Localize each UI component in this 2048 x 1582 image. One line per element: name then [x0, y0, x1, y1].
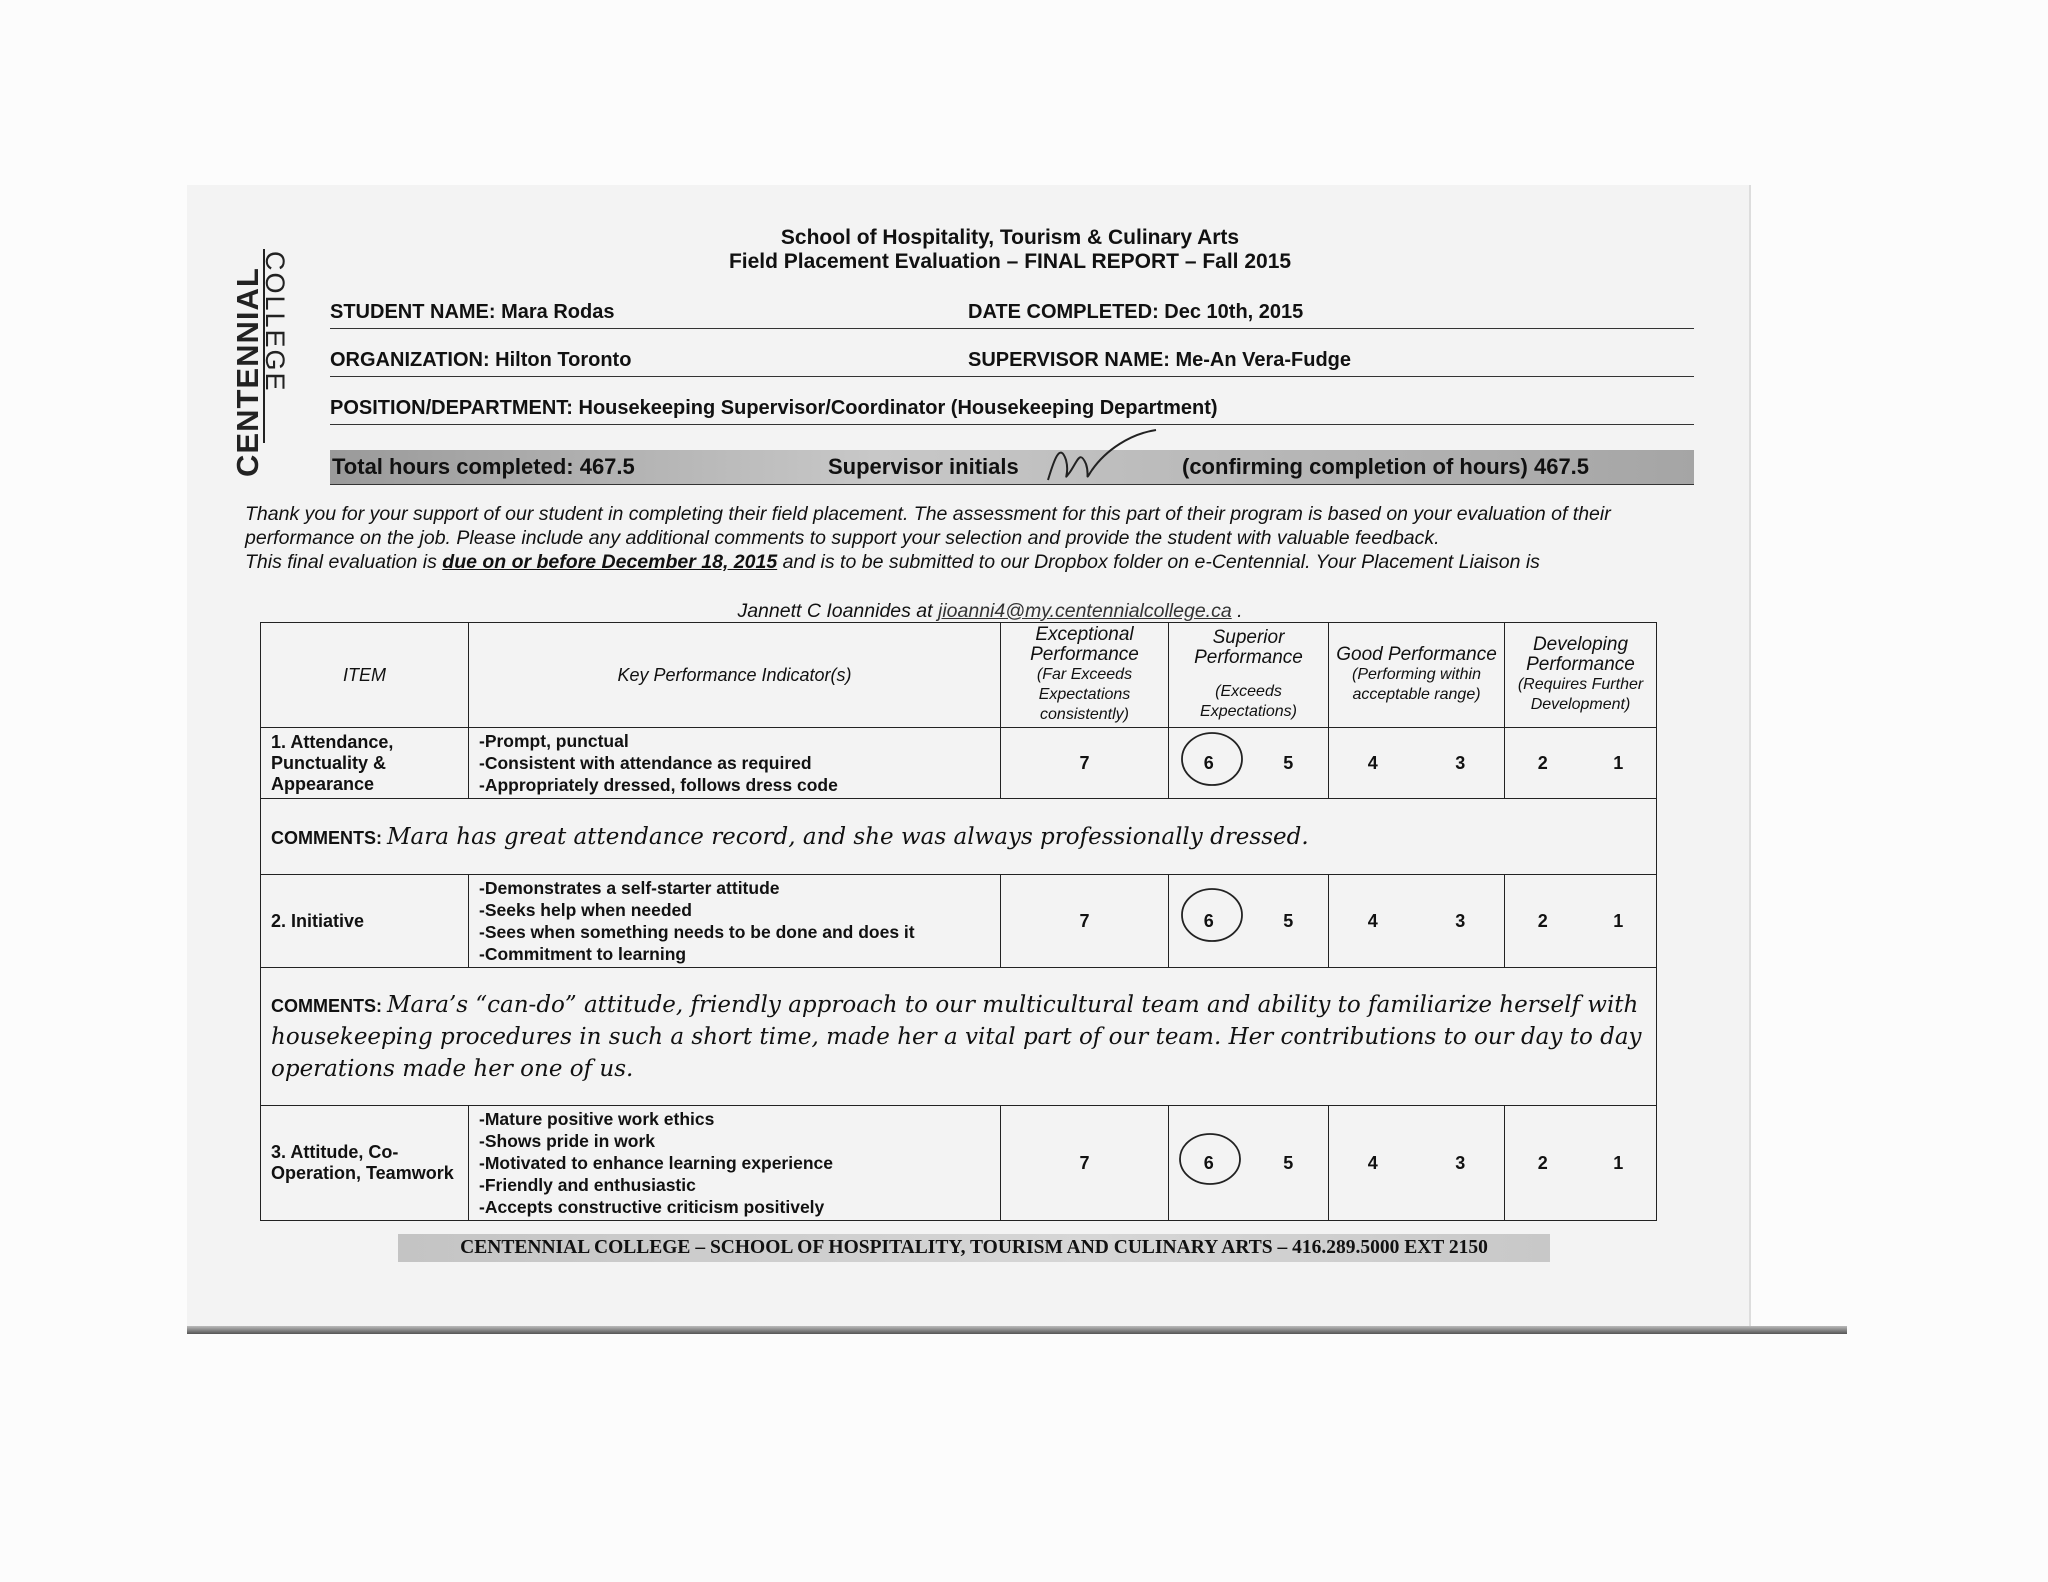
student-info-row — [330, 292, 1694, 329]
due-text: This final evaluation is due on or before December 18, 2015 and is to be submitted to our Dropbox folder on e-Centennial. Your Placement Liaison is — [245, 551, 1540, 573]
comment-text-2: Mara’s “can-do” attitude, friendly approach to our multicultural team and ability to familiarize herself with housekeeping procedures in such a short time, made her a vital part of our team. Her contributions to our day to day operations made her one of us. — [271, 991, 1642, 1082]
logo-wordmark — [228, 245, 298, 485]
item-1: 1. Attendance, Punctuality & Appearance — [261, 728, 469, 799]
header-kpi: Key Performance Indicator(s) — [469, 623, 1001, 728]
score-6-selected[interactable]: 6 — [1204, 911, 1214, 932]
kpi-list-2: -Demonstrates a self-starter attitude -Seeks help when needed -Sees when something needs to be done and does it -Commitment to learning — [469, 875, 1001, 968]
score-7[interactable]: 7 — [1001, 875, 1169, 968]
table-header-row — [261, 623, 1657, 728]
report-title: Field Placement Evaluation – FINAL REPORT – Fall 2015 — [728, 250, 1292, 273]
kpi-list-3: -Mature positive work ethics -Shows pride in work -Motivated to enhance learning experience -Friendly and enthusiastic -Accepts constructive criticism positively — [469, 1106, 1001, 1221]
due-date: due on or before December 18, 2015 — [442, 551, 778, 573]
hours-row — [330, 450, 1694, 485]
score-5[interactable]: 5 — [1283, 752, 1294, 773]
supervisor-signature — [1040, 420, 1160, 490]
score-superior[interactable] — [1169, 875, 1329, 968]
scan-edge — [187, 1326, 1847, 1334]
header-good: Good Performance (Performing within acceptable range) — [1329, 623, 1505, 728]
comments-row — [261, 968, 1657, 1106]
evaluation-table — [260, 622, 1657, 1221]
item-3: 3. Attitude, Co-Operation, Teamwork — [261, 1106, 469, 1221]
liaison-email[interactable]: jioanni4@my.centennialcollege.ca — [938, 600, 1232, 622]
header-developing: Developing Performance (Requires Further Development) — [1505, 623, 1657, 728]
item-2: 2. Initiative — [261, 875, 469, 968]
organization: ORGANIZATION: Hilton Toronto — [330, 349, 632, 371]
school-title: School of Hospitality, Tourism & Culinary Arts — [780, 226, 1240, 249]
comments-2: COMMENTS: Mara’s “can-do” attitude, friendly approach to our multicultural team and ability to familiarize herself with housekeeping procedures in such a short time, made her a vital part of our team. Her contributions to our day to day operations made her one of us. — [261, 968, 1657, 1106]
score-7[interactable]: 7 — [1001, 728, 1169, 799]
footer-contact: CENTENNIAL COLLEGE – SCHOOL OF HOSPITALITY, TOURISM AND CULINARY ARTS – 416.289.5000 EXT 2150 — [398, 1234, 1550, 1262]
centennial-college-logo — [228, 245, 298, 485]
comment-text-1: Mara has great attendance record, and she was always professionally dressed. — [387, 823, 1309, 850]
header-exceptional: Exceptional Performance (Far Exceeds Expectations consistently) — [1001, 623, 1169, 728]
supervisor-name: SUPERVISOR NAME: Me-An Vera-Fudge — [968, 349, 1352, 371]
score-superior[interactable] — [1169, 1106, 1329, 1221]
thank-you-text: Thank you for your support of our student in completing their field placement. The assessment for this part of their program is based on your evaluation of their performance on the job. Please include any additional comments to support your selection and provide the student with valuable feedback. — [245, 503, 1611, 549]
organization-row — [330, 340, 1694, 377]
score-superior[interactable] — [1169, 728, 1329, 799]
svg-text:CENTENNIAL: CENTENNIAL — [230, 267, 265, 477]
date-completed: DATE COMPLETED: Dec 10th, 2015 — [968, 301, 1304, 323]
score-developing[interactable]: 2 1 — [1505, 1106, 1657, 1221]
kpi-list-1: -Prompt, punctual -Consistent with attendance as required -Appropriately dressed, follows dress code — [469, 728, 1001, 799]
position-row — [330, 388, 1694, 425]
score-7[interactable]: 7 — [1001, 1106, 1169, 1221]
score-5[interactable]: 5 — [1283, 910, 1294, 931]
instructions — [245, 502, 1695, 574]
score-good[interactable]: 4 3 — [1329, 1106, 1505, 1221]
header-superior: Superior Performance (Exceeds Expectations) — [1169, 623, 1329, 728]
position-department: POSITION/DEPARTMENT: Housekeeping Supervisor/Coordinator (Housekeeping Department) — [330, 397, 1218, 419]
score-5[interactable]: 5 — [1283, 1152, 1294, 1173]
score-good[interactable]: 4 3 — [1329, 875, 1505, 968]
selection-circle-icon — [1174, 1123, 1250, 1193]
confirming-hours: (confirming completion of hours) 467.5 — [1182, 454, 1590, 479]
table-row — [261, 1106, 1657, 1221]
comments-1: COMMENTS: Mara has great attendance record, and she was always professionally dressed. — [261, 799, 1657, 875]
selection-circle-icon — [1174, 723, 1250, 793]
selection-circle-icon — [1174, 881, 1250, 951]
score-good[interactable]: 4 3 — [1329, 728, 1505, 799]
liaison-line: Jannett C Ioannides at jioanni4@my.centennialcollege.ca . — [737, 600, 1243, 622]
comments-row — [261, 799, 1657, 875]
score-6-selected[interactable]: 6 — [1204, 753, 1214, 774]
table-row — [261, 728, 1657, 799]
svg-text:COLLEGE: COLLEGE — [260, 251, 290, 393]
student-name: STUDENT NAME: Mara Rodas — [330, 301, 615, 323]
score-developing[interactable]: 2 1 — [1505, 875, 1657, 968]
score-6-selected[interactable]: 6 — [1204, 1153, 1214, 1174]
table-row — [261, 875, 1657, 968]
header-item: ITEM — [261, 623, 469, 728]
supervisor-initials-label: Supervisor initials — [828, 454, 1019, 479]
total-hours: Total hours completed: 467.5 — [332, 454, 635, 479]
score-developing[interactable]: 2 1 — [1505, 728, 1657, 799]
